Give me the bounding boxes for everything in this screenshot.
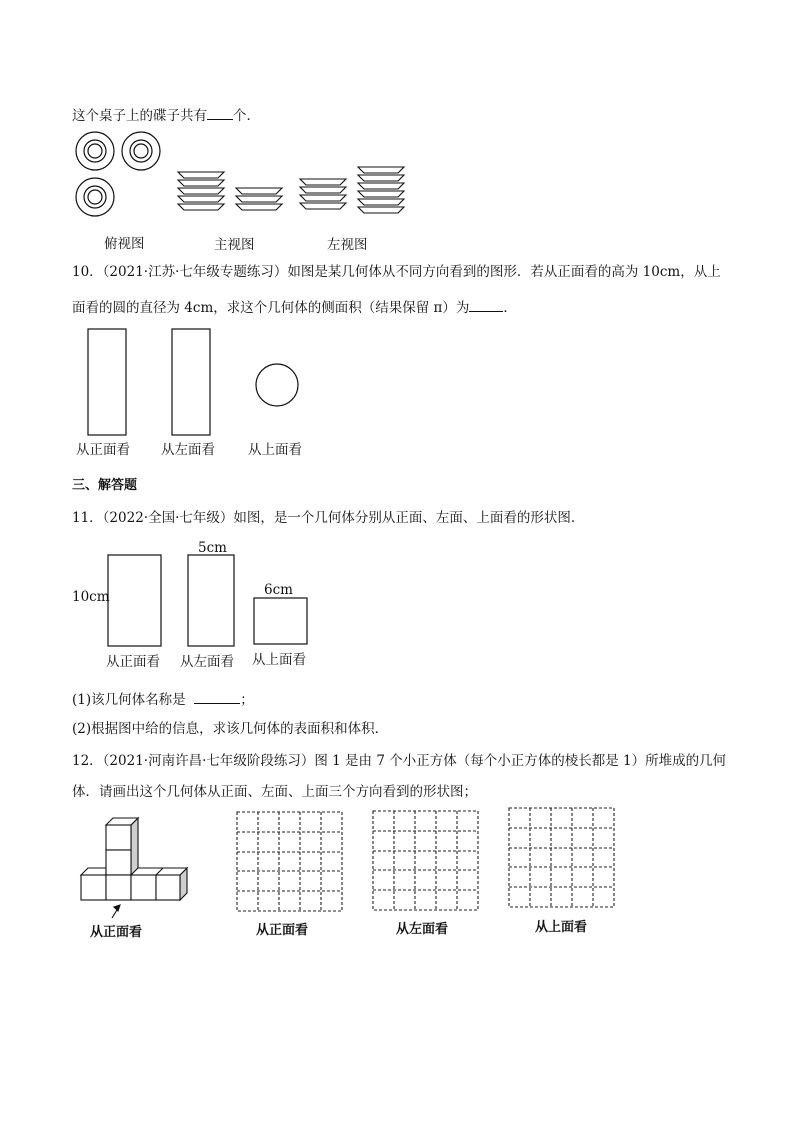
q10-figures (80, 325, 320, 440)
q12-grid-left[interactable] (372, 810, 480, 912)
q10-top-circle (256, 364, 298, 406)
q12-line-1: 12．（2021·河南许昌·七年级阶段练习）图 1 是由 7 个小正方体（每个小正方体的棱长都是 1）所堆成的几何 (72, 753, 727, 769)
q9-text (72, 104, 260, 124)
q11-label-width: 5cm (198, 540, 227, 556)
q11-top-rect (254, 598, 307, 644)
q12-grid-top[interactable] (508, 807, 616, 909)
q10-caption-left: 从左面看 (161, 442, 215, 458)
q10-line-2-before: 面看的圆的直径为 4cm，求这个几何体的侧面积（结果保留 π）为 (72, 300, 470, 316)
q12-caption-front: 从正面看 (256, 923, 309, 938)
q11-figures (100, 550, 315, 650)
q9-caption-left-view: 左视图 (327, 237, 368, 253)
q11-sub-1 (72, 688, 254, 708)
q11-label-top: 6cm (264, 582, 293, 598)
q10-line-2-after: ． (503, 300, 517, 316)
q9-front-view-figure (176, 168, 286, 218)
q9-text-before: 这个桌子上的碟子共有 (72, 108, 207, 124)
q9-answer-blank[interactable] (207, 107, 233, 120)
q11-answer-blank[interactable] (194, 691, 240, 704)
q11-sub-2: (2)根据图中给的信息，求该几何体的表面积和体积． (72, 721, 389, 737)
section-title-answers: 三、解答题 (72, 478, 138, 493)
q12-caption-left: 从左面看 (396, 922, 449, 937)
q10-front-rect (88, 329, 126, 435)
q9-caption-front-view: 主视图 (214, 237, 255, 253)
q9-text-after: 个． (233, 108, 260, 124)
q10-caption-top: 从上面看 (248, 442, 302, 458)
q10-line-1: 10．（2021·江苏·七年级专题练习）如图是某几何体从不同方向看到的图形．若从正面看的高为 10cm，从上 (72, 264, 721, 280)
q9-top-view-figure (74, 130, 164, 220)
q11-sub-1-before: (1)该几何体名称是 (72, 692, 186, 708)
q10-answer-blank[interactable] (469, 299, 503, 312)
q9-caption-top-view: 俯视图 (104, 236, 145, 252)
q11-line-1: 11．（2022·全国·七年级）如图，是一个几何体分别从正面、左面、上面看的形状图． (72, 510, 585, 526)
q10-caption-front: 从正面看 (76, 442, 130, 458)
q12-caption-top: 从上面看 (535, 920, 588, 935)
q11-caption-top: 从上面看 (252, 652, 306, 668)
q11-sub-1-after: ； (240, 692, 254, 708)
q11-front-rect (108, 555, 161, 646)
q9-left-view-figure (298, 165, 410, 217)
q12-caption-figure: 从正面看 (90, 925, 143, 940)
q10-line-2 (72, 296, 517, 316)
q11-caption-left: 从左面看 (180, 654, 234, 670)
q11-label-height: 10cm (72, 589, 110, 605)
q12-cube-stack-figure (76, 815, 196, 920)
q11-caption-front: 从正面看 (106, 654, 160, 670)
q11-left-rect (188, 555, 234, 646)
q12-grid-front[interactable] (236, 811, 344, 913)
q12-line-2: 体．请画出这个几何体从正面、左面、上面三个方向看到的形状图； (72, 784, 477, 800)
q10-left-rect (172, 329, 210, 435)
